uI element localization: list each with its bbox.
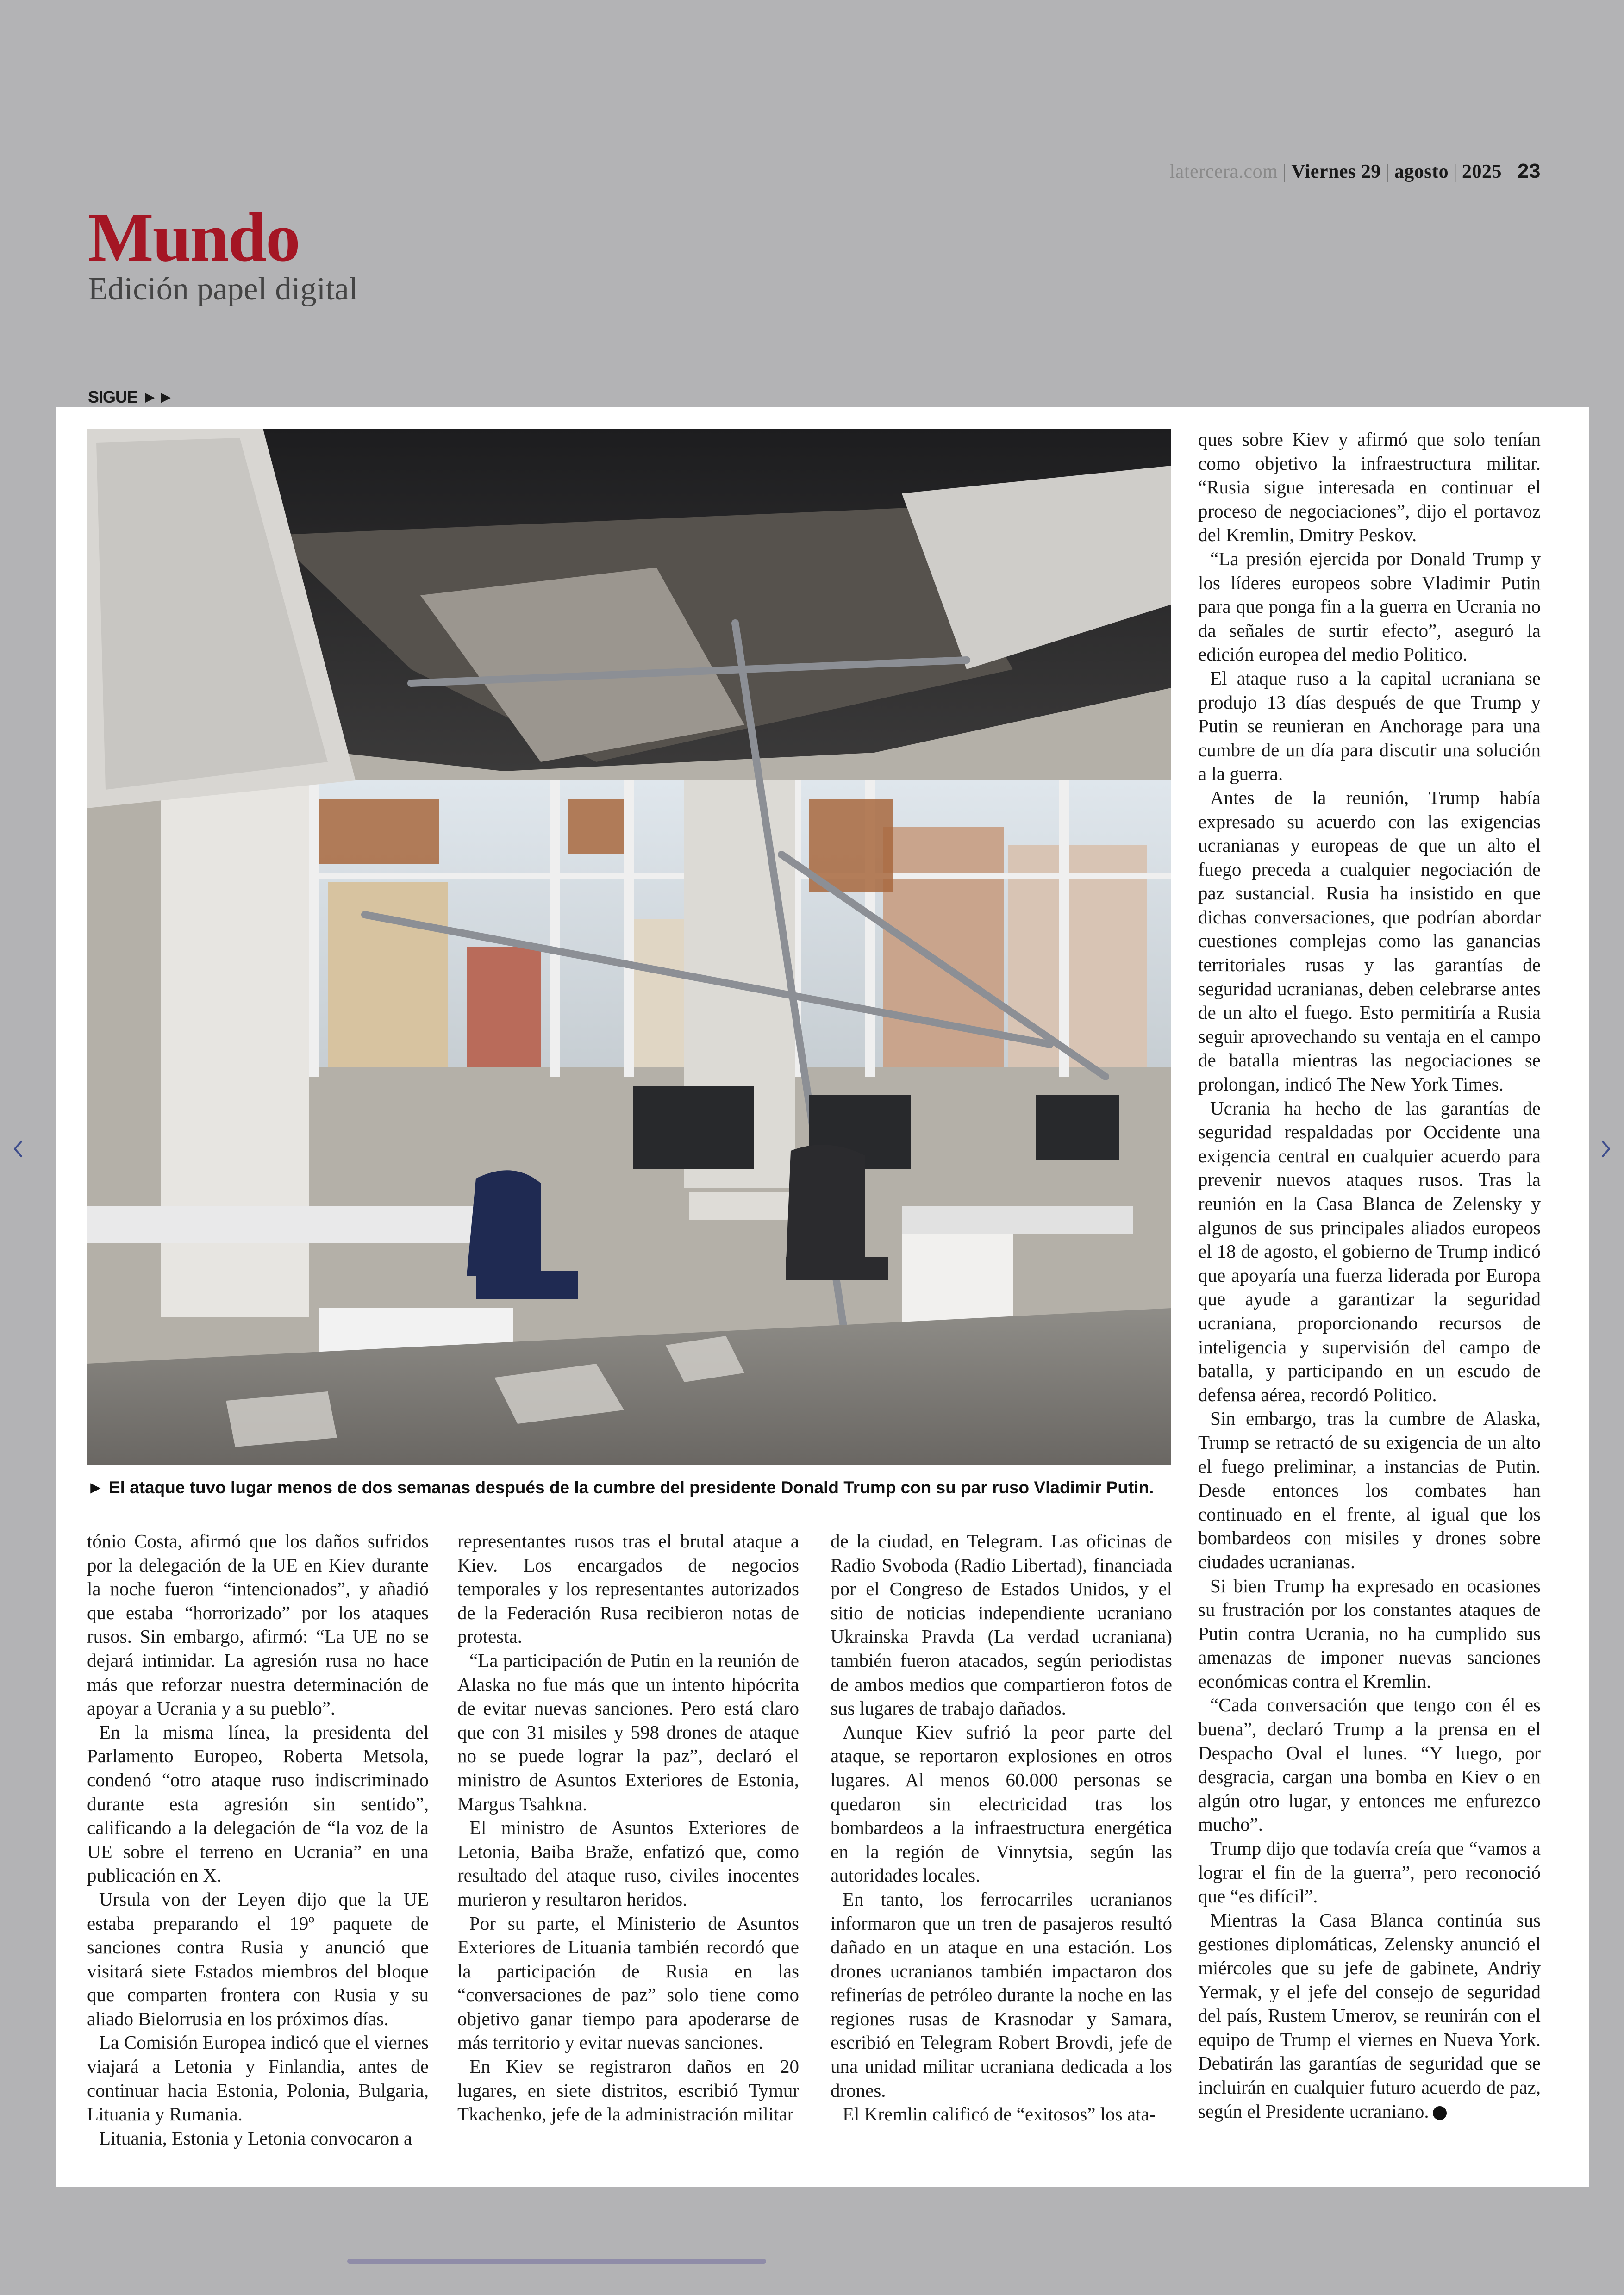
paragraph: Si bien Trump ha expresado en ocasiones su frustración por los constantes ataques de Putin contra Ucrania, no ha cumplido sus amenazas de imponer nuevas sanciones económicas contra el Kremlin. [1198, 1575, 1541, 1692]
paragraph: Sin embargo, tras la cumbre de Alaska, Trump se retractó de su exigencia de un alto el fuego preliminar, a instancias de Putin. Desde entonces los combates han continuado en el frente, al igual que los bombardeos con misiles y drones sobre ciudades ucranianas. [1198, 1408, 1541, 1572]
article-photo [87, 429, 1171, 1465]
separator: | [1453, 161, 1458, 182]
newspaper-page [56, 407, 1589, 2187]
article-column-2 [457, 1529, 799, 2127]
paragraph: “La presión ejercida por Donald Trump y los líderes europeos sobre Vladimir Putin para que ponga fin a la guerra en Ucrania no da señales de surtir efecto”, aseguró la edición europea del medio Politico. [1198, 548, 1541, 665]
chevron-right-icon [1594, 1135, 1618, 1163]
paragraph: El ministro de Asuntos Exteriores de Letonia, Baiba Braže, enfatizó que, como resultado del ataque ruso, civiles inocentes murieron y resultaron heridos. [457, 1817, 799, 1910]
caption-marker: ► [87, 1478, 104, 1497]
article-column-3 [831, 1529, 1172, 2127]
paragraph: Antes de la reunión, Trump había expresado su acuerdo con las exigencias ucranianas y europeas de que un alto el fuego preceda a cualquier negociación de paz sustancial. Rusia ha insistido en que dichas conversaciones, que podrían abordar cuestiones complejas como las ganancias territoriales rusas y las garantías de seguridad ucranianas, deben celebrarse antes de un alto el fuego. Esto permitiría a Rusia seguir aprovechando su ventaja en el campo de batalla mientras las negociaciones se prolongan, indicó The New York Times. [1198, 786, 1541, 1095]
paragraph: de la ciudad, en Telegram. Las oficinas de Radio Svoboda (Radio Libertad), financiada por el Congreso de Estados Unidos, y el sitio de noticias independiente ucraniano Ukrainska Pravda (La verdad ucraniana) también fueron atacados, según periodistas de ambos medios que compartieron fotos de sus lugares de trabajo dañados. [831, 1530, 1172, 1719]
masthead [1170, 160, 1541, 183]
date-month: agosto [1394, 161, 1449, 182]
scrollbar-thumb[interactable] [347, 2259, 766, 2264]
paragraph: El ataque ruso a la capital ucraniana se produjo 13 días después de que Trump y Putin se reunieran en Anchorage para una cumbre de un día para discutir una solución a la guerra. [1198, 667, 1541, 785]
paragraph: ques sobre Kiev y afirmó que solo tenían como objetivo la infraestructura militar. “Rusia sigue interesada en continuar el proceso de negociaciones”, dijo el portavoz del Kremlin, Dmitry Peskov. [1198, 429, 1541, 546]
paragraph: La Comisión Europea indicó que el viernes viajará a Letonia y Finlandia, antes de continuar hacia Estonia, Polonia, Bulgaria, Lituania y Rumania. [87, 2032, 429, 2125]
paragraph: En Kiev se registraron daños en 20 lugares, en siete distritos, escribió Tymur Tkachenko, jefe de la administración militar [457, 2056, 799, 2125]
site-name: latercera.com [1169, 161, 1278, 182]
page-number: 23 [1518, 160, 1541, 182]
paragraph: Ucrania ha hecho de las garantías de seguridad respaldadas por Occidente una exigencia central en cualquier acuerdo para prevenir nuevos ataques rusos. Tras la reunión en la Casa Blanca de Zelensky y algunos de sus principales aliados europeos el 18 de agosto, el gobierno de Trump indicó que apoyaría una fuerza liderada por Europa que ayude a garantizar la seguridad ucraniana, proporcionando recursos de inteligencia y supervisión del campo de batalla, y participando en un escudo de defensa aérea, recordó Politico. [1198, 1097, 1541, 1405]
paragraph: representantes rusos tras el brutal ataque a Kiev. Los encargados de negocios temporales y los representantes autorizados de la Federación Rusa recibieron notas de protesta. [457, 1530, 799, 1647]
end-of-article-dot-icon [1433, 2106, 1447, 2120]
damaged-office-photo [87, 429, 1171, 1465]
paragraph: “Cada conversación que tengo con él es buena”, declaró Trump a la prensa en el Despacho Oval el lunes. “Y luego, por desgracia, cargan una bomba en Kiev o en algún otro lugar, y entonces me enfurezco mucho”. [1198, 1694, 1541, 1835]
photo-caption [87, 1478, 1171, 1498]
section-subtitle: Edición papel digital [88, 271, 358, 307]
paragraph: En la misma línea, la presidenta del Parlamento Europeo, Roberta Metsola, condenó “otro ataque ruso indiscriminado durante esta agresión sin sentido”, calificando a la delegación de “la voz de la UE sobre el terreno en Ucrania” en una publicación en X. [87, 1721, 429, 1886]
paragraph: En tanto, los ferrocarriles ucranianos informaron que un tren de pasajeros resultó dañado en un ataque en una estación. Los drones ucranianos también impactaron dos refinerías de petróleo durante la noche en las regiones rusas de Krasnodar y Samara, escribió en Telegram Robert Brovdi, jefe de una unidad militar ucraniana dedicada a los drones. [831, 1888, 1172, 2101]
paragraph-final [1198, 1908, 1541, 2123]
separator: | [1385, 161, 1390, 182]
section-title: Mundo [88, 199, 300, 276]
paragraph: Por su parte, el Ministerio de Asuntos Exteriores de Lituania también recordó que la participación de Rusia en las “conversaciones de paz” solo tiene como objetivo ganar tiempo para apoderarse de más territorio y evitar nuevas sanciones. [457, 1912, 799, 2053]
caption-text: El ataque tuvo lugar menos de dos semanas después de la cumbre del presidente Donald Trump con su par ruso Vladimir Putin. [108, 1478, 1154, 1497]
date-weekday: Viernes 29 [1291, 161, 1381, 182]
paragraph: Lituania, Estonia y Letonia convocaron a [99, 2127, 412, 2149]
article-column-4 [1198, 428, 1541, 2123]
paragraph: Trump dijo que todavía creía que “vamos a lograr el fin de la guerra”, pero reconoció que “es difícil”. [1198, 1838, 1541, 1907]
paragraph: “La participación de Putin en la reunión de Alaska no fue más que un intento hipócrita de evitar nuevas sanciones. Pero está claro que con 31 misiles y 598 drones de ataque no se puede lograr la paz”, declaró el ministro de Asuntos Exteriores de Estonia, Margus Tsahkna. [457, 1649, 799, 1815]
continues-label: SIGUE ►► [88, 387, 174, 406]
paragraph: El Kremlin calificó de “exitosos” los ata- [843, 2103, 1156, 2125]
paragraph: Aunque Kiev sufrió la peor parte del ataque, se reportaron explosiones en otros lugares. Al menos 60.000 personas se quedaron sin electricidad tras los bombardeos a la infraestructura energética en la región de Vinnytsia, según las autoridades locales. [831, 1721, 1172, 1886]
article-column-1 [87, 1529, 429, 2150]
prev-page-button[interactable] [6, 1135, 30, 1163]
chevron-left-icon [6, 1135, 30, 1163]
paragraph-final-text: Mientras la Casa Blanca continúa sus gestiones diplomáticas, Zelensky anunció el miércoles que su jefe de gabinete, Andriy Yermak, y el jefe del consejo de seguridad del país, Rustem Umerov, se reunirán con el equipo de Trump el viernes en Nueva York. Debatirán las garantías de seguridad que se incluirán en cualquier futuro acuerdo de paz, según el Presidente ucraniano. [1198, 1909, 1541, 2122]
paragraph: tónio Costa, afirmó que los daños sufridos por la delegación de la UE en Kiev durante la noche fueron “intencionados”, y añadió que estaba “horrorizado” por los ataques rusos. Sin embargo, afirmó: “La UE no se dejará intimidar. La agresión rusa no hace más que reforzar nuestra determinación de apoyar a Ucrania y a su pueblo”. [87, 1530, 429, 1719]
date-year: 2025 [1462, 161, 1502, 182]
separator: | [1282, 161, 1287, 182]
paragraph: Ursula von der Leyen dijo que la UE estaba preparando el 19º paquete de sanciones contra Rusia y anunció que visitará siete Estados miembros del bloque que comparten frontera con Rusia y su aliado Bielorrusia en los próximos días. [87, 1888, 429, 2029]
next-page-button[interactable] [1594, 1135, 1618, 1163]
